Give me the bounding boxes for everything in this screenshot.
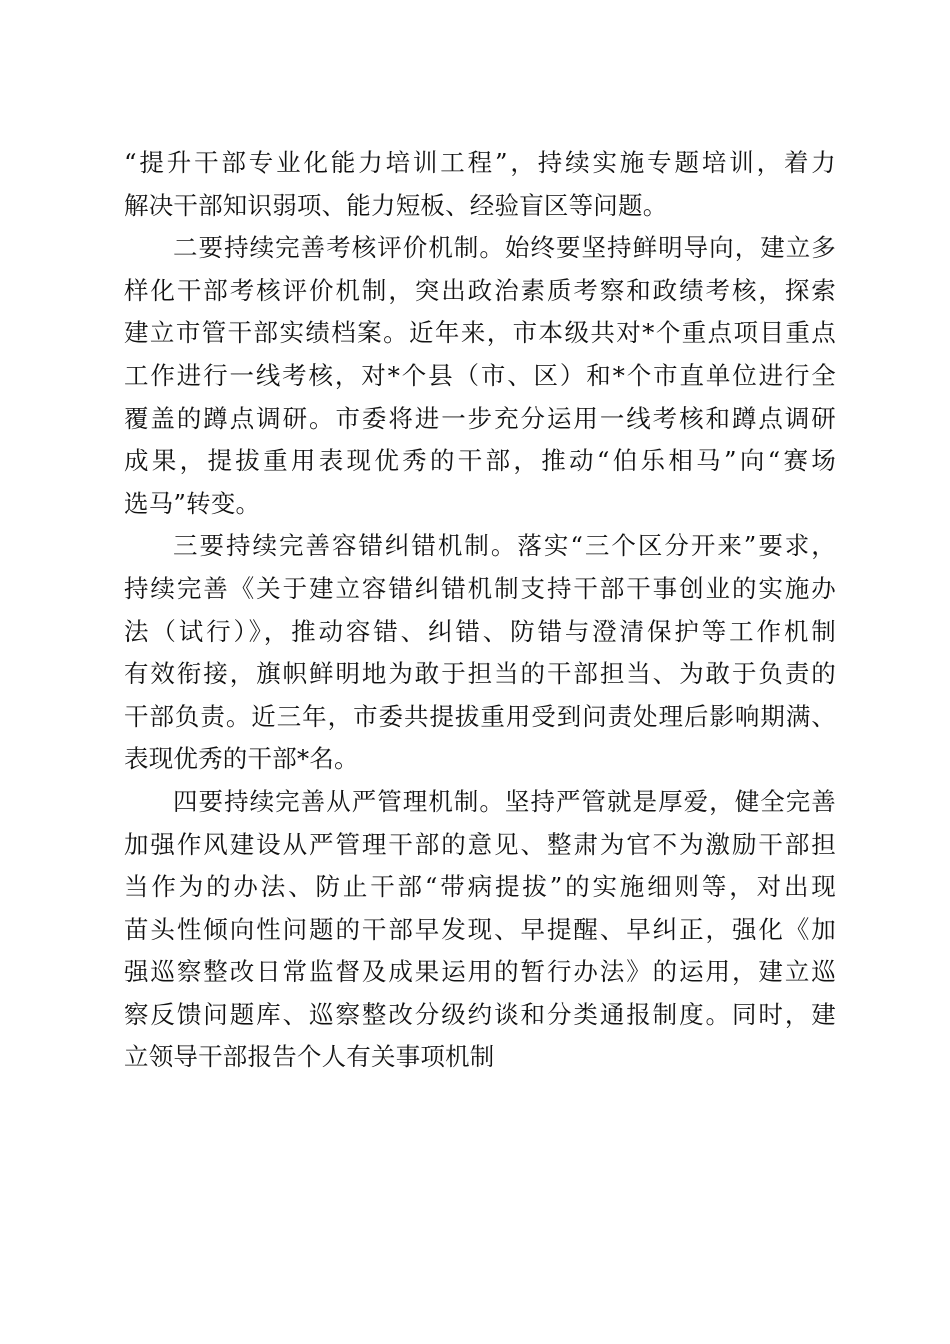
text-line: 解决干部知识弱项、能力短板、经验盲区等问题。	[124, 190, 668, 220]
text-line: 表现优秀的干部*名。	[124, 744, 359, 774]
text-line: 苗头性倾向性问题的干部早发现、早提醒、早纠正，强化《加	[124, 914, 836, 944]
text-line: 四要持续完善从严管理机制。坚持严管就是厚爱，健全完善	[173, 786, 836, 816]
text-line: 察反馈问题库、巡察整改分级约谈和分类通报制度。同时，建	[124, 999, 836, 1029]
text-line: 样化干部考核评价机制，突出政治素质考察和政绩考核，探索	[124, 275, 836, 305]
text-line: 三要持续完善容错纠错机制。落实“三个区分开来”要求，	[173, 531, 836, 561]
text-line: 法（试行）》，推动容错、纠错、防错与澄清保护等工作机制	[124, 616, 836, 646]
text-line: 干部负责。近三年，市委共提拔重用受到问责处理后影响期满、	[124, 701, 836, 731]
text-line: 加强作风建设从严管理干部的意见、整肃为官不为激励干部担	[124, 829, 836, 859]
text-line: 当作为的办法、防止干部“带病提拔”的实施细则等，对出现	[124, 872, 836, 902]
paragraph-strict-management-mechanism	[124, 781, 836, 1079]
paragraph-fault-tolerance-mechanism	[124, 525, 836, 781]
text-line: 持续完善《关于建立容错纠错机制支持干部干事创业的实施办	[124, 573, 836, 603]
text-line: 建立市管干部实绩档案。近年来，市本级共对*个重点项目重点	[124, 318, 836, 348]
paragraph-assessment-mechanism	[124, 227, 836, 525]
text-line: 强巡察整改日常监督及成果运用的暂行办法》的运用，建立巡	[124, 957, 836, 987]
text-line: “提升干部专业化能力培训工程”，持续实施专题培训，着力	[124, 148, 836, 177]
text-line: 有效衔接，旗帜鲜明地为敢于担当的干部担当、为敢于负责的	[124, 659, 836, 689]
text-line: 成果，提拔重用表现优秀的干部，推动“伯乐相马”向“赛场	[124, 446, 836, 476]
text-line: 立领导干部报告个人有关事项机制	[124, 1042, 495, 1072]
document-body	[124, 142, 836, 1079]
text-line: 工作进行一线考核，对*个县（市、区）和*个市直单位进行全	[124, 360, 836, 390]
text-line: 覆盖的蹲点调研。市委将进一步充分运用一线考核和蹲点调研	[124, 403, 836, 433]
text-line: 二要持续完善考核评价机制。始终要坚持鲜明导向，建立多	[173, 233, 836, 263]
text-line: 选马”转变。	[124, 488, 261, 518]
paragraph-training-continuation	[124, 142, 836, 227]
